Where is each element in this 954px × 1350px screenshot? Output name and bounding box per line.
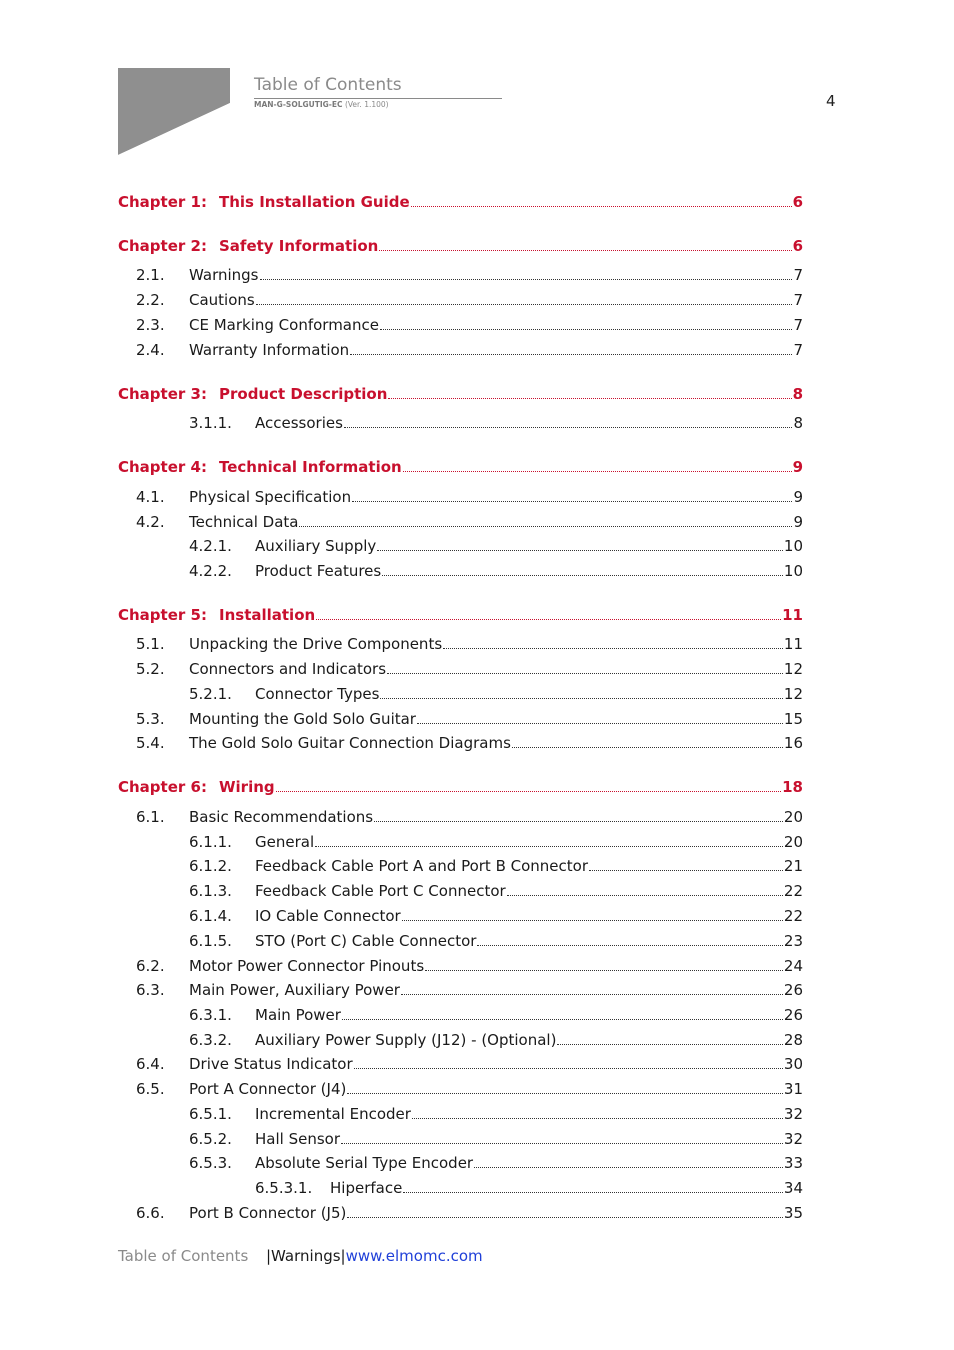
toc-page-number: 10 <box>783 562 803 580</box>
toc-page-number: 8 <box>792 385 803 403</box>
header-title: Table of Contents <box>254 75 402 95</box>
toc-title: Motor Power Connector Pinouts <box>189 957 425 975</box>
toc-title: Technical Data <box>189 513 299 531</box>
toc-title: Absolute Serial Type Encoder <box>255 1154 474 1172</box>
toc-entry[interactable] <box>189 1030 803 1050</box>
toc-title: Cautions <box>189 291 255 309</box>
toc-title: Product Features <box>255 562 382 580</box>
toc-title: Installation <box>219 606 316 624</box>
toc-leader-dots <box>417 723 783 724</box>
toc-entry[interactable] <box>136 807 803 827</box>
toc-number: 6.1.5. <box>189 932 232 950</box>
toc-title: General <box>255 833 315 851</box>
toc-title: Incremental Encoder <box>255 1105 411 1123</box>
toc-entry[interactable] <box>189 561 803 581</box>
toc-number: 5.2.1. <box>189 685 232 703</box>
toc-title: Wiring <box>219 778 275 796</box>
toc-title: Auxiliary Power Supply (J12) - (Optional) <box>255 1031 557 1049</box>
toc-page-number: 31 <box>783 1080 803 1098</box>
toc-title: Connector Types <box>255 685 380 703</box>
toc-leader-dots <box>276 791 781 792</box>
toc-chapter-entry[interactable] <box>118 605 803 625</box>
toc-title: Physical Specification <box>189 488 352 506</box>
toc-number: 2.3. <box>136 316 165 334</box>
toc-entry[interactable] <box>189 856 803 876</box>
toc-title: Product Description <box>219 385 388 403</box>
toc-title: The Gold Solo Guitar Connection Diagrams <box>189 734 511 752</box>
toc-number: 6.5.3.1. <box>255 1179 313 1197</box>
toc-entry[interactable] <box>189 536 803 556</box>
toc-page-number: 32 <box>783 1105 803 1123</box>
toc-leader-dots <box>401 994 783 995</box>
toc-entry[interactable] <box>136 1079 803 1099</box>
footer-website-link[interactable]: www.elmomc.com <box>345 1247 483 1265</box>
toc-entry[interactable] <box>136 290 803 310</box>
toc-number: Chapter 6: <box>118 778 207 796</box>
toc-chapter-entry[interactable] <box>118 236 803 256</box>
toc-page-number: 26 <box>783 981 803 999</box>
toc-page-number: 12 <box>783 685 803 703</box>
toc-leader-dots <box>403 471 792 472</box>
toc-number: 5.1. <box>136 635 165 653</box>
toc-entry[interactable] <box>136 265 803 285</box>
toc-number: Chapter 5: <box>118 606 207 624</box>
toc-entry[interactable] <box>136 340 803 360</box>
toc-leader-dots <box>380 329 792 330</box>
toc-title: Mounting the Gold Solo Guitar <box>189 710 416 728</box>
toc-title: Main Power, Auxiliary Power <box>189 981 400 999</box>
toc-page-number: 9 <box>793 513 803 531</box>
toc-entry[interactable] <box>189 881 803 901</box>
toc-number: 6.5. <box>136 1080 165 1098</box>
toc-number: 6.6. <box>136 1204 165 1222</box>
toc-page-number: 15 <box>783 710 803 728</box>
page-number: 4 <box>826 92 836 110</box>
toc-entry[interactable] <box>189 1153 803 1173</box>
toc-title: Feedback Cable Port A and Port B Connector <box>255 857 589 875</box>
toc-title: Technical Information <box>219 458 402 476</box>
toc-leader-dots <box>380 698 783 699</box>
toc-title: Port A Connector (J4) <box>189 1080 347 1098</box>
toc-leader-dots <box>411 206 792 207</box>
toc-number: 6.1.3. <box>189 882 232 900</box>
toc-title: Warnings <box>189 266 259 284</box>
toc-entry[interactable] <box>136 980 803 1000</box>
toc-number: 6.1. <box>136 808 165 826</box>
toc-number: 4.2.1. <box>189 537 232 555</box>
toc-entry[interactable] <box>136 634 803 654</box>
toc-page-number: 21 <box>783 857 803 875</box>
toc-entry[interactable] <box>136 956 803 976</box>
toc-title: Main Power <box>255 1006 341 1024</box>
toc-number: 2.1. <box>136 266 165 284</box>
toc-page-number: 22 <box>783 907 803 925</box>
toc-number: 6.5.1. <box>189 1105 232 1123</box>
toc-page-number: 35 <box>783 1204 803 1222</box>
toc-page-number: 28 <box>783 1031 803 1049</box>
toc-leader-dots <box>342 1019 783 1020</box>
toc-leader-dots <box>382 575 783 576</box>
toc-entry[interactable] <box>136 1054 803 1074</box>
toc-entry[interactable] <box>189 906 803 926</box>
toc-number: 6.3. <box>136 981 165 999</box>
toc-leader-dots <box>374 821 783 822</box>
toc-entry[interactable] <box>136 487 803 507</box>
toc-title: Hall Sensor <box>255 1130 340 1148</box>
toc-entry[interactable] <box>189 1005 803 1025</box>
toc-number: 6.4. <box>136 1055 165 1073</box>
toc-title: Safety Information <box>219 237 379 255</box>
toc-page-number: 34 <box>783 1179 803 1197</box>
toc-leader-dots <box>412 1118 783 1119</box>
toc-entry[interactable] <box>189 413 803 433</box>
toc-page-number: 6 <box>792 193 803 211</box>
toc-number: 6.1.1. <box>189 833 232 851</box>
header-rule <box>254 98 502 99</box>
toc-page-number: 11 <box>783 635 803 653</box>
toc-entry[interactable] <box>136 512 803 532</box>
toc-page-number: 26 <box>783 1006 803 1024</box>
toc-number: Chapter 1: <box>118 193 207 211</box>
toc-leader-dots <box>299 526 792 527</box>
toc-number: 6.3.2. <box>189 1031 232 1049</box>
toc-entry[interactable] <box>255 1178 803 1198</box>
toc-page-number: 33 <box>783 1154 803 1172</box>
toc-leader-dots <box>403 1192 783 1193</box>
toc-leader-dots <box>344 427 793 428</box>
toc-page-number: 30 <box>783 1055 803 1073</box>
toc-page-number: 7 <box>793 341 803 359</box>
toc-leader-dots <box>256 304 793 305</box>
footer-section-title: Table of Contents <box>118 1247 249 1265</box>
toc-number: 5.4. <box>136 734 165 752</box>
toc-number: 6.1.2. <box>189 857 232 875</box>
toc-page-number: 7 <box>793 316 803 334</box>
toc-page-number: 9 <box>793 488 803 506</box>
toc-title: Feedback Cable Port C Connector <box>255 882 506 900</box>
toc-page-number: 7 <box>793 291 803 309</box>
toc-leader-dots <box>260 279 793 280</box>
toc-page-number: 12 <box>783 660 803 678</box>
header-doc-code <box>254 100 389 109</box>
toc-number: 6.5.2. <box>189 1130 232 1148</box>
toc-entry[interactable] <box>189 1104 803 1124</box>
toc-leader-dots <box>347 1093 783 1094</box>
toc-number: Chapter 4: <box>118 458 207 476</box>
toc-title: CE Marking Conformance <box>189 316 379 334</box>
toc-leader-dots <box>557 1044 782 1045</box>
toc-entry[interactable] <box>136 1203 803 1223</box>
toc-entry[interactable] <box>136 709 803 729</box>
toc-leader-dots <box>402 920 783 921</box>
toc-number: 4.2.2. <box>189 562 232 580</box>
logo <box>118 68 230 155</box>
toc-entry[interactable] <box>189 1129 803 1149</box>
toc-number: 5.3. <box>136 710 165 728</box>
doc-code: MAN-G-SOLGUTIG-EC <box>254 100 343 109</box>
toc-number: 6.2. <box>136 957 165 975</box>
toc-entry[interactable] <box>136 733 803 753</box>
toc-page-number: 32 <box>783 1130 803 1148</box>
toc-leader-dots <box>315 846 783 847</box>
toc-leader-dots <box>589 870 783 871</box>
toc-leader-dots <box>316 619 781 620</box>
toc-page-number: 18 <box>782 778 803 796</box>
toc-title: Hiperface <box>330 1179 403 1197</box>
toc-title: Unpacking the Drive Components <box>189 635 443 653</box>
toc-leader-dots <box>387 673 783 674</box>
toc-number: 3.1.1. <box>189 414 232 432</box>
toc-page-number: 10 <box>783 537 803 555</box>
toc-entry[interactable] <box>189 832 803 852</box>
toc-page-number: 22 <box>783 882 803 900</box>
toc-page-number: 20 <box>783 808 803 826</box>
toc-number: Chapter 3: <box>118 385 207 403</box>
toc-title: Connectors and Indicators <box>189 660 387 678</box>
footer-nav <box>266 1247 483 1265</box>
toc-page-number: 7 <box>793 266 803 284</box>
toc-leader-dots <box>512 747 783 748</box>
toc-title: Drive Status Indicator <box>189 1055 353 1073</box>
toc-title: Basic Recommendations <box>189 808 374 826</box>
toc-title: Accessories <box>255 414 343 432</box>
toc-number: 6.5.3. <box>189 1154 232 1172</box>
toc-leader-dots <box>388 398 791 399</box>
toc-title: This Installation Guide <box>219 193 410 211</box>
toc-leader-dots <box>477 945 782 946</box>
toc-page-number: 8 <box>793 414 803 432</box>
toc-title: STO (Port C) Cable Connector <box>255 932 477 950</box>
toc-leader-dots <box>341 1143 783 1144</box>
toc-number: 6.1.4. <box>189 907 232 925</box>
toc-leader-dots <box>425 970 783 971</box>
toc-title: IO Cable Connector <box>255 907 401 925</box>
toc-leader-dots <box>379 250 791 251</box>
toc-chapter-entry[interactable] <box>118 457 803 477</box>
toc-title: Port B Connector (J5) <box>189 1204 347 1222</box>
toc-page-number: 24 <box>783 957 803 975</box>
toc-leader-dots <box>350 354 792 355</box>
toc-chapter-entry[interactable] <box>118 384 803 404</box>
toc-leader-dots <box>507 895 783 896</box>
toc-title: Auxiliary Supply <box>255 537 377 555</box>
toc-leader-dots <box>352 501 792 502</box>
toc-number: 5.2. <box>136 660 165 678</box>
toc-chapter-entry[interactable] <box>118 777 803 797</box>
toc-leader-dots <box>474 1167 783 1168</box>
doc-version: (Ver. 1.100) <box>344 100 389 109</box>
toc-entry[interactable] <box>136 659 803 679</box>
toc-number: 4.2. <box>136 513 165 531</box>
toc-page-number: 16 <box>783 734 803 752</box>
toc-entry[interactable] <box>189 931 803 951</box>
toc-page-number: 20 <box>783 833 803 851</box>
toc-chapter-entry[interactable] <box>118 192 803 212</box>
toc-leader-dots <box>354 1068 783 1069</box>
toc-title: Warranty Information <box>189 341 350 359</box>
toc-page-number: 23 <box>783 932 803 950</box>
toc-number: 2.2. <box>136 291 165 309</box>
toc-leader-dots <box>443 648 783 649</box>
toc-leader-dots <box>347 1217 783 1218</box>
toc-page-number: 6 <box>792 237 803 255</box>
footer-warnings[interactable]: |Warnings| <box>266 1247 346 1265</box>
toc-number: Chapter 2: <box>118 237 207 255</box>
toc-number: 2.4. <box>136 341 165 359</box>
toc-number: 6.3.1. <box>189 1006 232 1024</box>
toc-leader-dots <box>377 550 783 551</box>
toc-page-number: 11 <box>782 606 803 624</box>
toc-entry[interactable] <box>136 315 803 335</box>
toc-page-number: 9 <box>792 458 803 476</box>
toc-entry[interactable] <box>189 684 803 704</box>
toc-number: 4.1. <box>136 488 165 506</box>
